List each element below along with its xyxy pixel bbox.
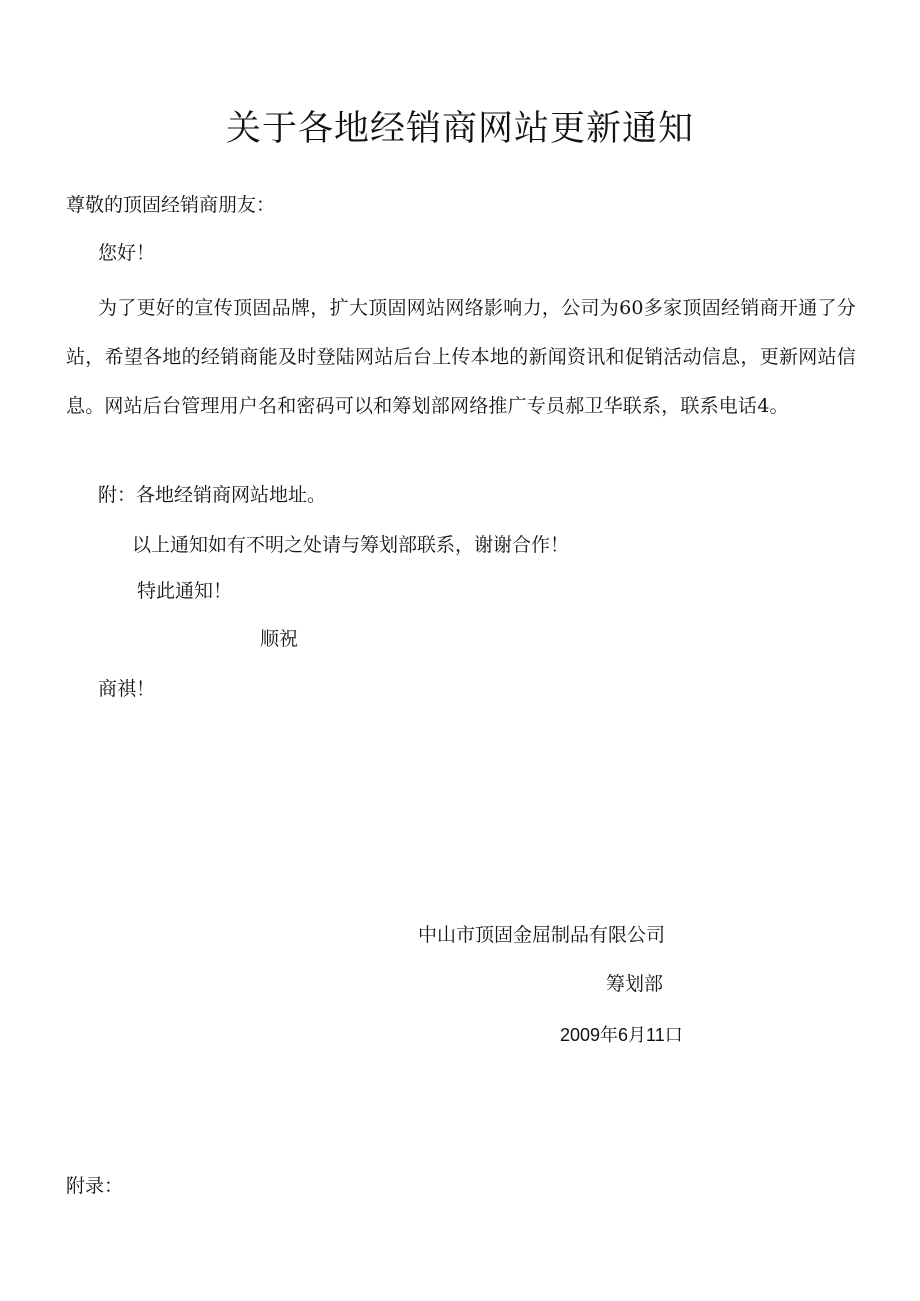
closing-wishes: 顺祝 <box>260 628 299 650</box>
signature-date: 2009年6月11口 <box>560 1025 683 1045</box>
greeting: 您好！ <box>98 242 156 264</box>
body-paragraph: 为了更好的宣传顶固品牌，扩大顶固网站网络影响力，公司为60多家顶固经销商开通了分站，希望各地的经销商能及时登陆网站后台上传本地的新闻资讯和促销活动信息，更新网站信息。网站后台管理用户名和密码可以和筹划部网络推广专员郝卫华联系，联系电话4。 <box>66 297 856 417</box>
closing-regards: 商祺！ <box>98 678 156 700</box>
signature-department: 筹划部 <box>606 973 664 995</box>
appendix-label: 附录： <box>66 1175 124 1197</box>
document-title: 关于各地经销商网站更新通知 <box>225 109 694 149</box>
salutation: 尊敬的顶固经销商朋友： <box>66 194 276 216</box>
notice-line: 特此通知！ <box>137 580 233 602</box>
signature-company: 中山市顶固金屈制品有限公司 <box>418 924 666 946</box>
attachment-note: 附：各地经销商网站地址。 <box>98 484 327 506</box>
contact-note: 以上通知如有不明之处请与筹划部联系，谢谢合作！ <box>132 534 570 556</box>
